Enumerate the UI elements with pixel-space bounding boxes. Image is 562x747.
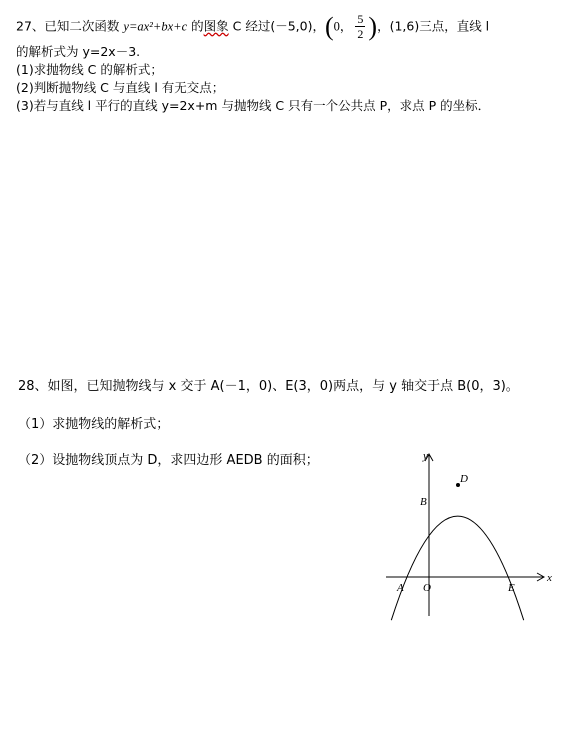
q27-fraction bbox=[353, 10, 367, 44]
q27-line-1-de: 的 bbox=[187, 18, 204, 34]
point-D-label: D bbox=[460, 473, 468, 485]
q27-fraction-numerator: 5 bbox=[357, 12, 364, 26]
q27-line-1-pass: C 经过(－5,0)， bbox=[228, 18, 325, 34]
q27-paren-right: ) bbox=[368, 12, 378, 41]
y-axis-label: y bbox=[423, 450, 428, 462]
q27-paren-left: ( bbox=[324, 12, 334, 41]
parabola-curve bbox=[391, 516, 523, 620]
q27-line-5: (3)若与直线 l 平行的直线 y=2x+m 与抛物线 C 只有一个公共点 P，求点 P 的坐标． bbox=[16, 98, 491, 113]
x-axis-label: x bbox=[547, 572, 552, 584]
q27-fraction-denominator: 2 bbox=[357, 27, 364, 41]
q27-point2-x: 0， bbox=[333, 19, 353, 34]
q28-line-1: 28、如图，已知抛物线与 x 交于 A(－1，0)、E(3，0)两点，与 y 轴交于点 B(0，3)。 bbox=[18, 379, 519, 394]
q27-line-4: (2)判断抛物线 C 与直线 l 有无交点； bbox=[16, 80, 225, 95]
point-E-label: E bbox=[508, 582, 515, 594]
parabola-figure bbox=[382, 448, 562, 623]
q27-line-2: 的解析式为 y=2x－3. bbox=[16, 44, 141, 59]
origin-label: O bbox=[423, 582, 431, 594]
q27-squiggle-word: 图象 bbox=[203, 18, 229, 34]
q27-line-1 bbox=[16, 10, 489, 44]
q28-line-3: （2）设抛物线顶点为 D，求四边形 AEDB 的面积； bbox=[18, 453, 319, 468]
point-B-label: B bbox=[420, 496, 427, 508]
q27-line-3: (1)求抛物线 C 的解析式； bbox=[16, 62, 163, 77]
q27-line-1-intro: 27、已知二次函数 bbox=[16, 18, 124, 34]
q27-line-1-end: ，(1,6)三点，直线 l bbox=[377, 18, 490, 34]
point-A-label: A bbox=[397, 582, 404, 594]
q27-function-formula: y=ax²+bx+c bbox=[123, 19, 188, 34]
q28-line-2: （1）求抛物线的解析式； bbox=[18, 417, 170, 432]
